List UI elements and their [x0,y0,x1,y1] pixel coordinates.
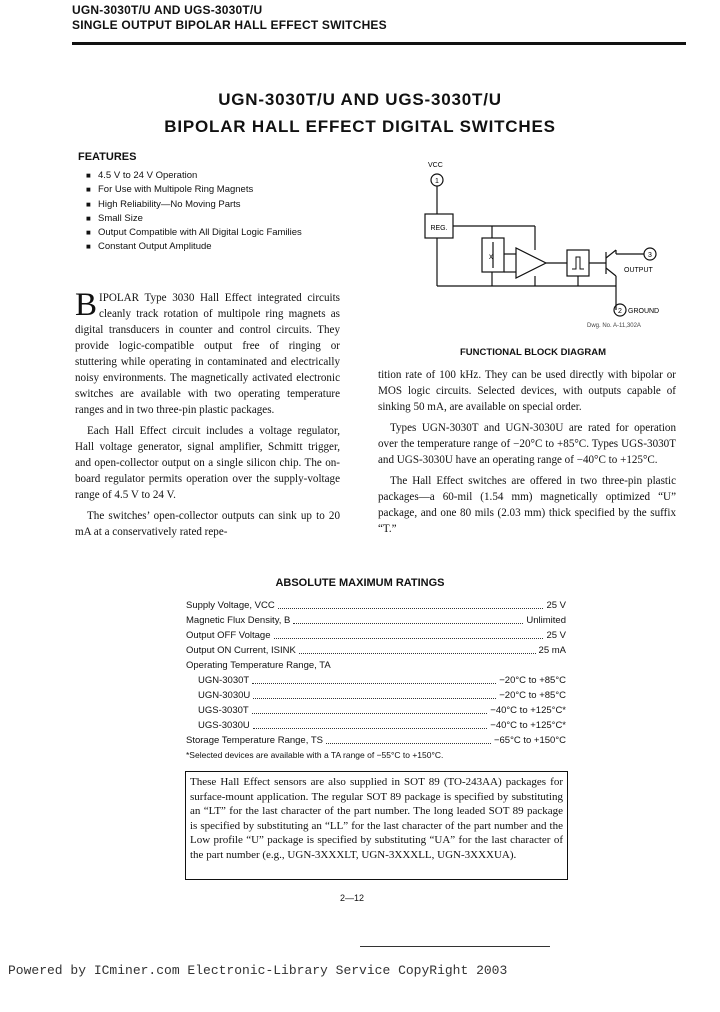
bullet-icon: ■ [86,213,91,223]
features-heading: FEATURES [78,151,137,163]
intro-paragraph: BIPOLAR Type 3030 Hall Effect integrated circuits cleanly track rotation of multipole ring magnets as digital transducers in counter and control circuits. They provide logic-compatible output free of ringing or stuttering while operating in contaminated and electrically noisy environments. The magnetically activated electronic switches are available with two operating temperature ranges and in two three-pin plastic packages. [75,287,340,416]
ratings-footnote: *Selected devices are available with a TA range of −55°C to +150°C. [186,750,444,760]
amplifier-triangle [516,248,546,278]
feature-item: ■ Output Compatible with All Digital Logic Families [86,226,302,240]
body-paragraph: tition rate of 100 kHz. They can be used directly with bipolar or MOS logic circuits. Selected devices, with outputs capable of sinking 50 mA, are available on special order. [378,369,676,413]
page-number: 2—12 [340,893,365,903]
ratings-row: UGS-3030T −40°C to +125°C* [198,705,566,716]
feature-item: ■ For Use with Multipole Ring Magnets [86,183,302,197]
feature-item: ■ Small Size [86,212,302,226]
body-paragraph: Types UGN-3030T and UGN-3030U are rated for operation over the temperature range of −20°C to +85°C. Types UGS-3030T and UGS-3030U have an operating range of −40°C to +125°C. [378,422,676,466]
running-header-part: UGN-3030T/U AND UGS-3030T/U [72,3,263,17]
header-rule [72,42,686,45]
bullet-icon: ■ [86,242,91,252]
vcc-label: VCC [428,162,443,169]
ratings-table [186,598,566,763]
bullet-icon: ■ [86,199,91,209]
ground-label: GROUND [628,308,660,315]
schmitt-trigger [567,250,589,276]
pin-1-number: 1 [435,178,439,185]
right-column [378,367,676,537]
feature-item: ■ 4.5 V to 24 V Operation [86,169,302,183]
page-title-line2: BIPOLAR HALL EFFECT DIGITAL SWITCHES [164,117,556,136]
drawing-number: Dwg. No. A-11,302A [587,323,641,329]
ratings-row: UGN-3030U −20°C to +85°C [198,690,566,701]
body-paragraph: Each Hall Effect circuit includes a voltage regulator, Hall voltage generator, signal amplifier, Schmitt trigger, and open-collector output on a single silicon chip. The on-board regulator permits operation over the supply-voltage range of 4.5 V to 24 V. [75,425,340,501]
features-list [86,169,302,255]
ratings-row: UGN-3030T −20°C to +85°C [198,675,566,686]
ratings-row: Output OFF Voltage 25 V [186,630,566,641]
ratings-row: Magnetic Flux Density, B Unlimited [186,615,566,626]
dropcap: B [75,287,98,323]
ratings-row: Storage Temperature Range, TS −65°C to +150°C [186,735,566,746]
bottom-rule [360,946,550,947]
footer-watermark: Powered by ICminer.com Electronic-Library Service CopyRight 2003 [8,963,508,978]
output-label: OUTPUT [624,267,653,274]
bullet-icon: ■ [86,185,91,195]
body-paragraph: The Hall Effect switches are offered in two three-pin plastic packages—a 60-mil (1.54 mm) magnetically optimized “U” package, and one 80 mils (2.03 mm) thick specified by the suffix “T.” [378,475,676,535]
running-header-subtitle: SINGLE OUTPUT BIPOLAR HALL EFFECT SWITCHES [72,18,387,32]
ratings-heading: ABSOLUTE MAXIMUM RATINGS [275,577,445,589]
left-column [75,287,340,540]
page-title-line1: UGN-3030T/U AND UGS-3030T/U [218,90,502,109]
ratings-row: UGS-3030U −40°C to +125°C* [198,720,566,731]
feature-item: ■ Constant Output Amplitude [86,240,302,254]
bullet-icon: ■ [86,171,91,180]
ratings-row: Output ON Current, ISINK 25 mA [186,645,566,656]
hysteresis-symbol [572,257,584,269]
bullet-icon: ■ [86,228,91,238]
functional-block-diagram [400,150,670,340]
body-paragraph: The switches’ open-collector outputs can sink up to 20 mA at a conservatively rated repe- [75,510,340,538]
pin-2-number: 2 [618,308,622,315]
sot89-note-box: These Hall Effect sensors are also supplied in SOT 89 (TO-243AA) packages for surface-mount application. The regular SOT 89 package is specified by substituting an “LT” for the last character of the part number. The long leaded SOT 89 package is specified by substituting an “LL” for the last character of the part number and the Low profile “U” package is specified by substituting “UA” for the last character of the part number (e.g., UGN-3XXXLT, UGN-3XXXLL, UGN-3XXXUA). [185,771,568,880]
feature-item: ■ High Reliability—No Moving Parts [86,198,302,212]
diagram-caption: FUNCTIONAL BLOCK DIAGRAM [460,347,607,358]
svg-text:x: x [489,252,493,261]
ratings-row: Supply Voltage, VCC 25 V [186,600,566,611]
ratings-subheading: Operating Temperature Range, TA [186,660,331,671]
pin-3-number: 3 [648,252,652,259]
regulator-label: REG. [430,225,448,232]
